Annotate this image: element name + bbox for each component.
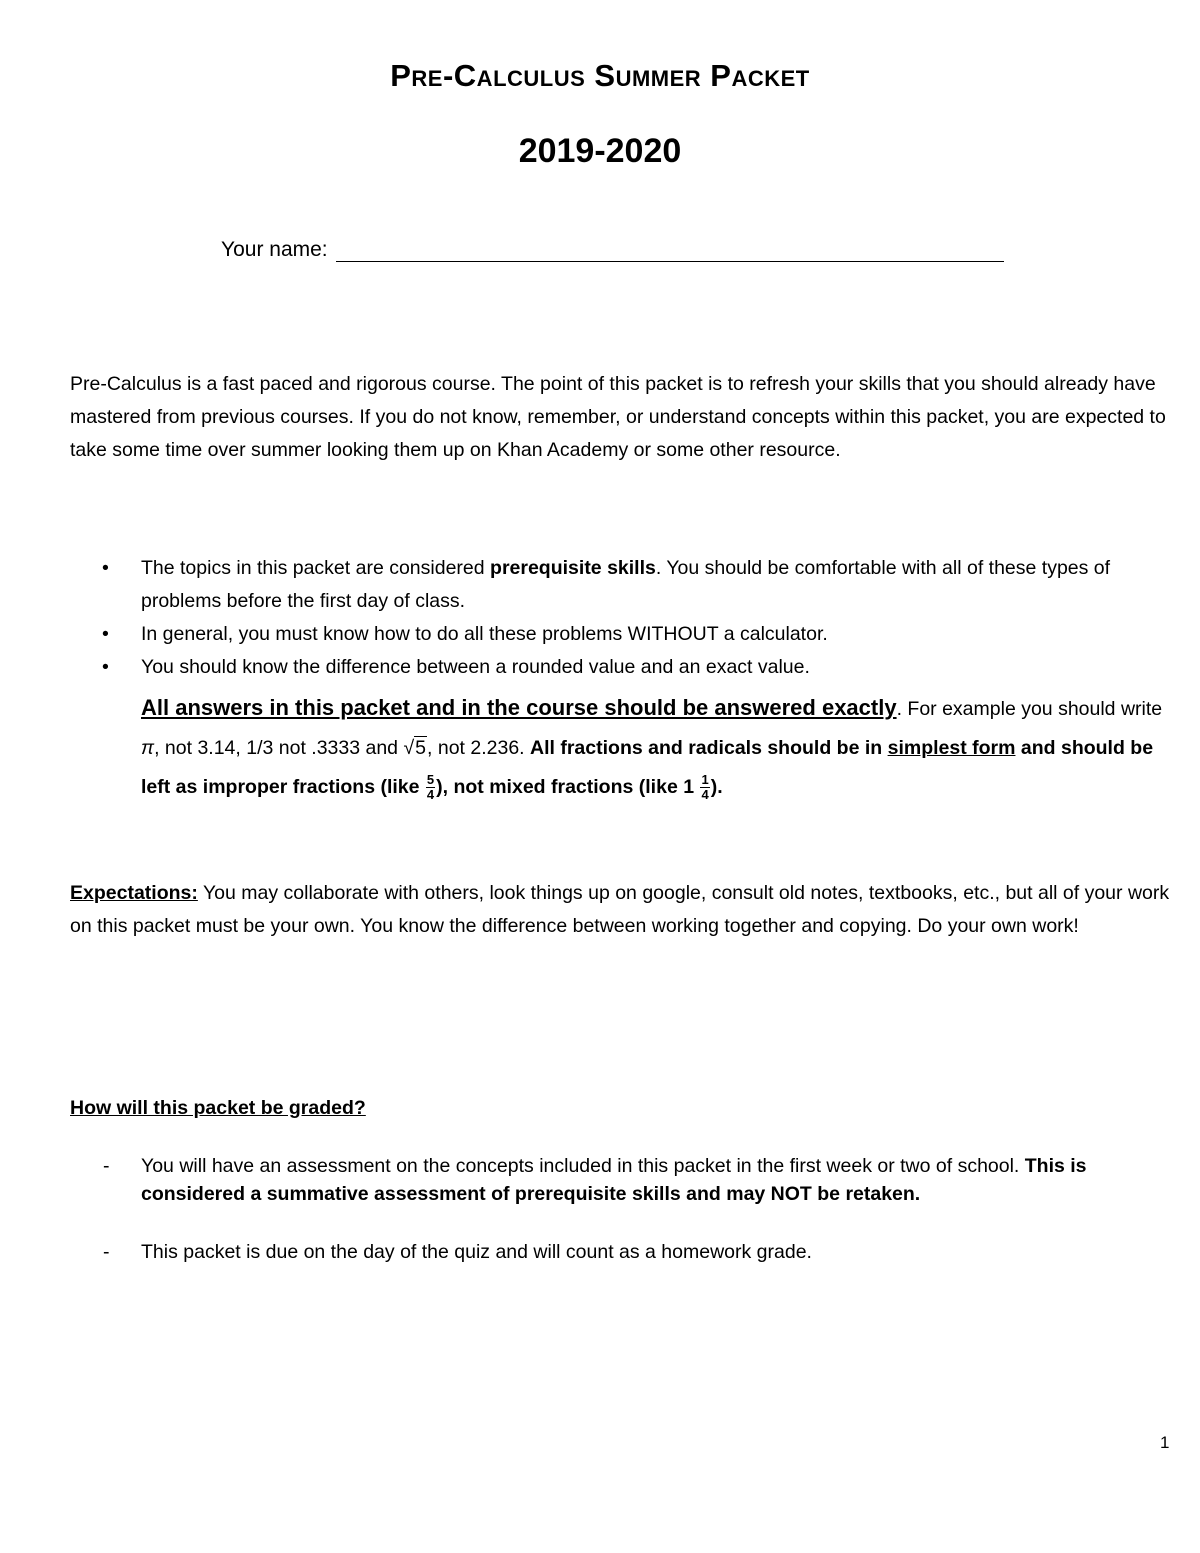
- intro-paragraph: Pre-Calculus is a fast paced and rigorous course. The point of this packet is to refresh your skills that you should already have mastered from previous courses. If you do not know, remember, or understand concepts within this packet, you are expected to take some time over summer looking them up on Khan Academy or some other resource.: [70, 373, 1166, 461]
- prerequisite-bullet-list: [70, 552, 1170, 684]
- bullet-icon: •: [102, 656, 109, 678]
- list-item: [70, 618, 1170, 651]
- sqrt-five-expression: [403, 729, 427, 768]
- grading-item-bold: This is considered a summative assessment of prerequisite skills and may NOT be retaken.: [141, 1155, 1087, 1205]
- fraction-denominator: 4: [426, 787, 435, 803]
- bullet-text: . You should be comfortable with all of these types of problems before the first day of class.: [141, 557, 1111, 612]
- simplest-form-term: simplest form: [887, 737, 1016, 759]
- exact-answers-note: [141, 688, 1176, 807]
- note-bold-text: ), not mixed fractions (like: [436, 776, 684, 798]
- grading-item-text: [70, 1152, 1170, 1208]
- dash-bullet-icon: -: [103, 1241, 110, 1263]
- expectations-label: Expectations:: [70, 882, 198, 904]
- note-text: . For example you should write: [896, 698, 1163, 720]
- improper-fraction-example: [426, 773, 435, 802]
- dash-bullet-icon: -: [103, 1155, 110, 1177]
- prerequisite-skills-term: prerequisite skills: [490, 557, 656, 579]
- bullet-text: The topics in this packet are considered: [141, 557, 491, 579]
- radicand: 5: [415, 737, 427, 759]
- fraction-numerator: 5: [426, 772, 435, 788]
- note-bold-text: and should be left as improper fractions (like: [141, 737, 1154, 798]
- name-field-row: [221, 238, 1004, 262]
- name-label: Your name:: [221, 238, 328, 261]
- page-number: 1: [1160, 1433, 1170, 1452]
- bullet-icon: •: [102, 623, 109, 645]
- list-item: [70, 1152, 1170, 1208]
- bullet-text: You should know the difference between a rounded value and an exact value.: [141, 656, 810, 678]
- bullet-text: In general, you must know how to do all these problems WITHOUT a calculator.: [141, 623, 828, 645]
- grading-item-text: This packet is due on the day of the quiz and will count as a homework grade.: [141, 1241, 812, 1263]
- grading-item-plain: You will have an assessment on the concepts included in this packet in the first week or two of school.: [141, 1155, 1025, 1177]
- expectations-paragraph: [70, 877, 1170, 943]
- fraction-numerator: 1: [701, 772, 709, 788]
- list-item: [70, 651, 1170, 684]
- note-bold-text: All fractions and radicals should be in: [530, 737, 888, 759]
- note-text: , not 2.236.: [427, 737, 531, 759]
- document-title: Pre-Calculus Summer Packet: [390, 58, 810, 93]
- fraction-denominator: 4: [701, 787, 709, 803]
- list-item: [70, 1238, 1170, 1266]
- expectations-text: You may collaborate with others, look things up on google, consult old notes, textbooks, etc., but all of your work on this packet must be your own. You know the difference between working together and copying. Do your own work!: [70, 882, 1170, 937]
- mixed-whole-number: 1: [683, 776, 700, 798]
- mixed-fraction-example: [700, 773, 709, 802]
- grading-heading: How will this packet be graded?: [70, 1097, 366, 1119]
- pi-symbol: π: [141, 737, 155, 759]
- bullet-icon: •: [102, 557, 109, 579]
- school-year: 2019-2020: [518, 132, 682, 170]
- name-input-line[interactable]: [336, 239, 1004, 262]
- exact-answers-headline: All answers in this packet and in the course should be answered exactly: [141, 695, 897, 720]
- note-text: , not 3.14, 1/3 not .3333 and: [154, 737, 404, 759]
- list-item: [70, 552, 1170, 618]
- note-bold-text: ).: [710, 776, 723, 798]
- radical-sign: √: [403, 737, 415, 759]
